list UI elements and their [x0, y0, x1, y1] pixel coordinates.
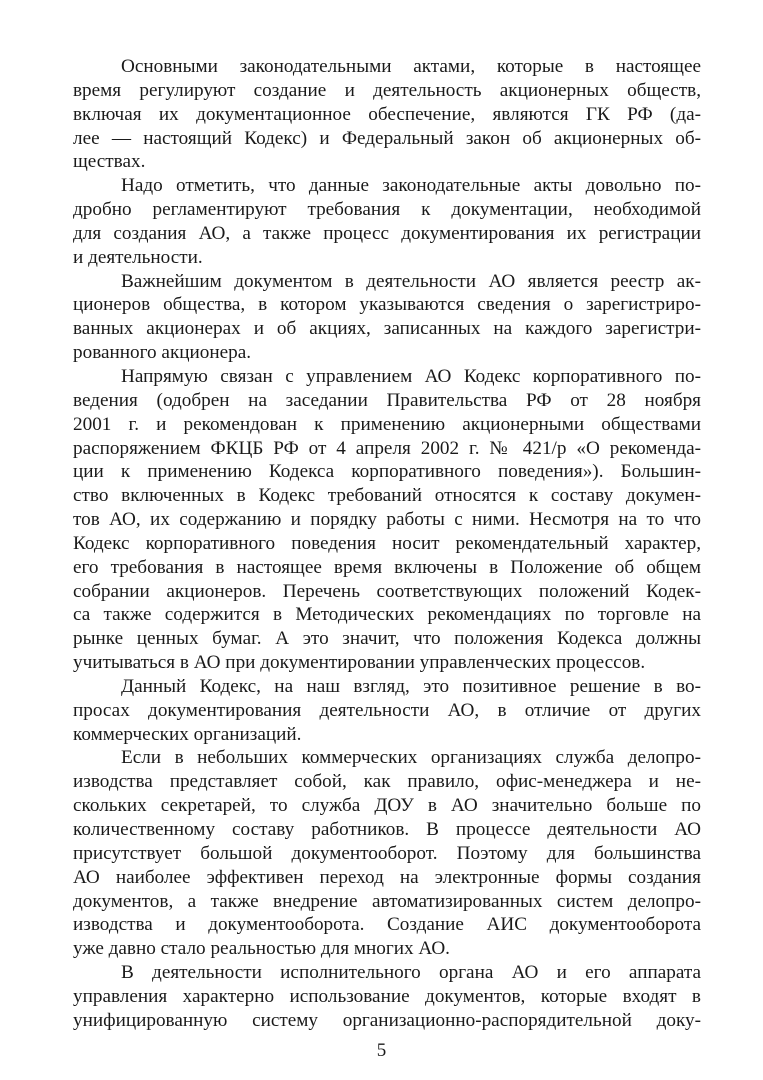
text-line: просах документирования деятельности АО, в отличие от других	[73, 699, 701, 721]
text-line: распоряжением ФКЦБ РФ от 4 апреля 2002 г. № 421/р «О рекоменда-	[73, 437, 701, 459]
text-line: ванных акционерах и об акциях, записанных на каждого зарегистри-	[73, 318, 701, 340]
text-line: унифицированную систему организационно-распорядительной доку-	[73, 1009, 701, 1031]
text-line: количественному составу работников. В процессе деятельности АО	[73, 819, 701, 840]
text-line: собрании акционеров. Перечень соответствующих положений Кодек-	[73, 580, 701, 602]
document-body	[73, 55, 701, 1033]
text-line: управления характерно использование документов, которые входят в	[73, 985, 701, 1007]
text-line: учитываться в АО при документировании управленческих процессов.	[73, 652, 646, 674]
text-line: время регулируют создание и деятельность акционерных обществ,	[73, 79, 701, 101]
text-line: дробно регламентируют требования к документации, необходимой	[73, 199, 701, 221]
text-line: включая их документационное обеспечение, являются ГК РФ (да-	[73, 103, 701, 125]
paragraph	[73, 55, 701, 174]
text-line: лее — настоящий Кодекс) и Федеральный закон об акционерных об-	[73, 127, 701, 149]
text-line: скольких секретарей, то служба ДОУ в АО значительно больше по	[73, 795, 701, 817]
text-line: коммерческих организаций.	[73, 723, 302, 745]
text-line: Данный Кодекс, на наш взгляд, это позитивное решение в во-	[121, 675, 701, 697]
text-line: его требования в настоящее время включены в Положение об общем	[73, 556, 701, 578]
paragraph	[73, 746, 701, 961]
text-line: изводства и документооборота. Создание АИС документооборота	[73, 914, 701, 936]
text-line: В деятельности исполнительного органа АО и его аппарата	[121, 962, 701, 984]
text-line: 2001 г. и рекомендован к применению акционерными обществами	[73, 413, 701, 435]
text-line: Надо отметить, что данные законодательные акты довольно по-	[121, 175, 701, 197]
text-line: Напрямую связан с управлением АО Кодекс корпоративного по-	[121, 365, 701, 387]
text-line: ществах.	[73, 151, 146, 173]
text-line: ведения (одобрен на заседании Правительства РФ от 28 ноября	[73, 389, 701, 411]
paragraph	[73, 174, 701, 269]
paragraph	[73, 365, 701, 675]
paragraph	[73, 675, 701, 747]
text-line: изводства представляет собой, как правило, офис-менеджера и не-	[73, 771, 701, 793]
text-line: присутствует большой документооборот. Поэтому для большинства	[73, 842, 701, 864]
text-line: документов, а также внедрение автоматизированных систем делопро-	[73, 890, 701, 912]
text-line: Кодекс корпоративного поведения носит рекомендательный характер,	[73, 532, 701, 554]
text-line: ционеров общества, в котором указываются сведения о зарегистриро-	[73, 294, 701, 316]
text-line: рынке ценных бумаг. А это значит, что положения Кодекса должны	[73, 628, 701, 650]
text-line: Если в небольших коммерческих организациях служба делопро-	[121, 747, 701, 769]
text-line: Основными законодательными актами, которые в настоящее	[121, 56, 701, 77]
paragraph	[73, 270, 701, 365]
text-line: Важнейшим документом в деятельности АО является реестр ак-	[121, 270, 701, 292]
page-number: 5	[376, 1040, 387, 1061]
text-line: уже давно стало реальностью для многих АО.	[73, 938, 450, 960]
text-line: АО наиболее эффективен переход на электронные формы создания	[73, 866, 701, 888]
paragraph	[73, 961, 701, 1033]
text-line: и деятельности.	[73, 246, 203, 268]
text-line: ство включенных в Кодекс требований относятся к составу докумен-	[73, 485, 701, 507]
text-line: тов АО, их содержанию и порядку работы с ними. Несмотря на то что	[73, 509, 701, 531]
text-line: ции к применению Кодекса корпоративного поведения»). Большин-	[73, 461, 701, 483]
text-line: са также содержится в Методических рекомендациях по торговле на	[73, 604, 701, 626]
text-line: для создания АО, а также процесс документирования их регистрации	[73, 222, 701, 244]
text-line: рованного акционера.	[73, 342, 252, 364]
